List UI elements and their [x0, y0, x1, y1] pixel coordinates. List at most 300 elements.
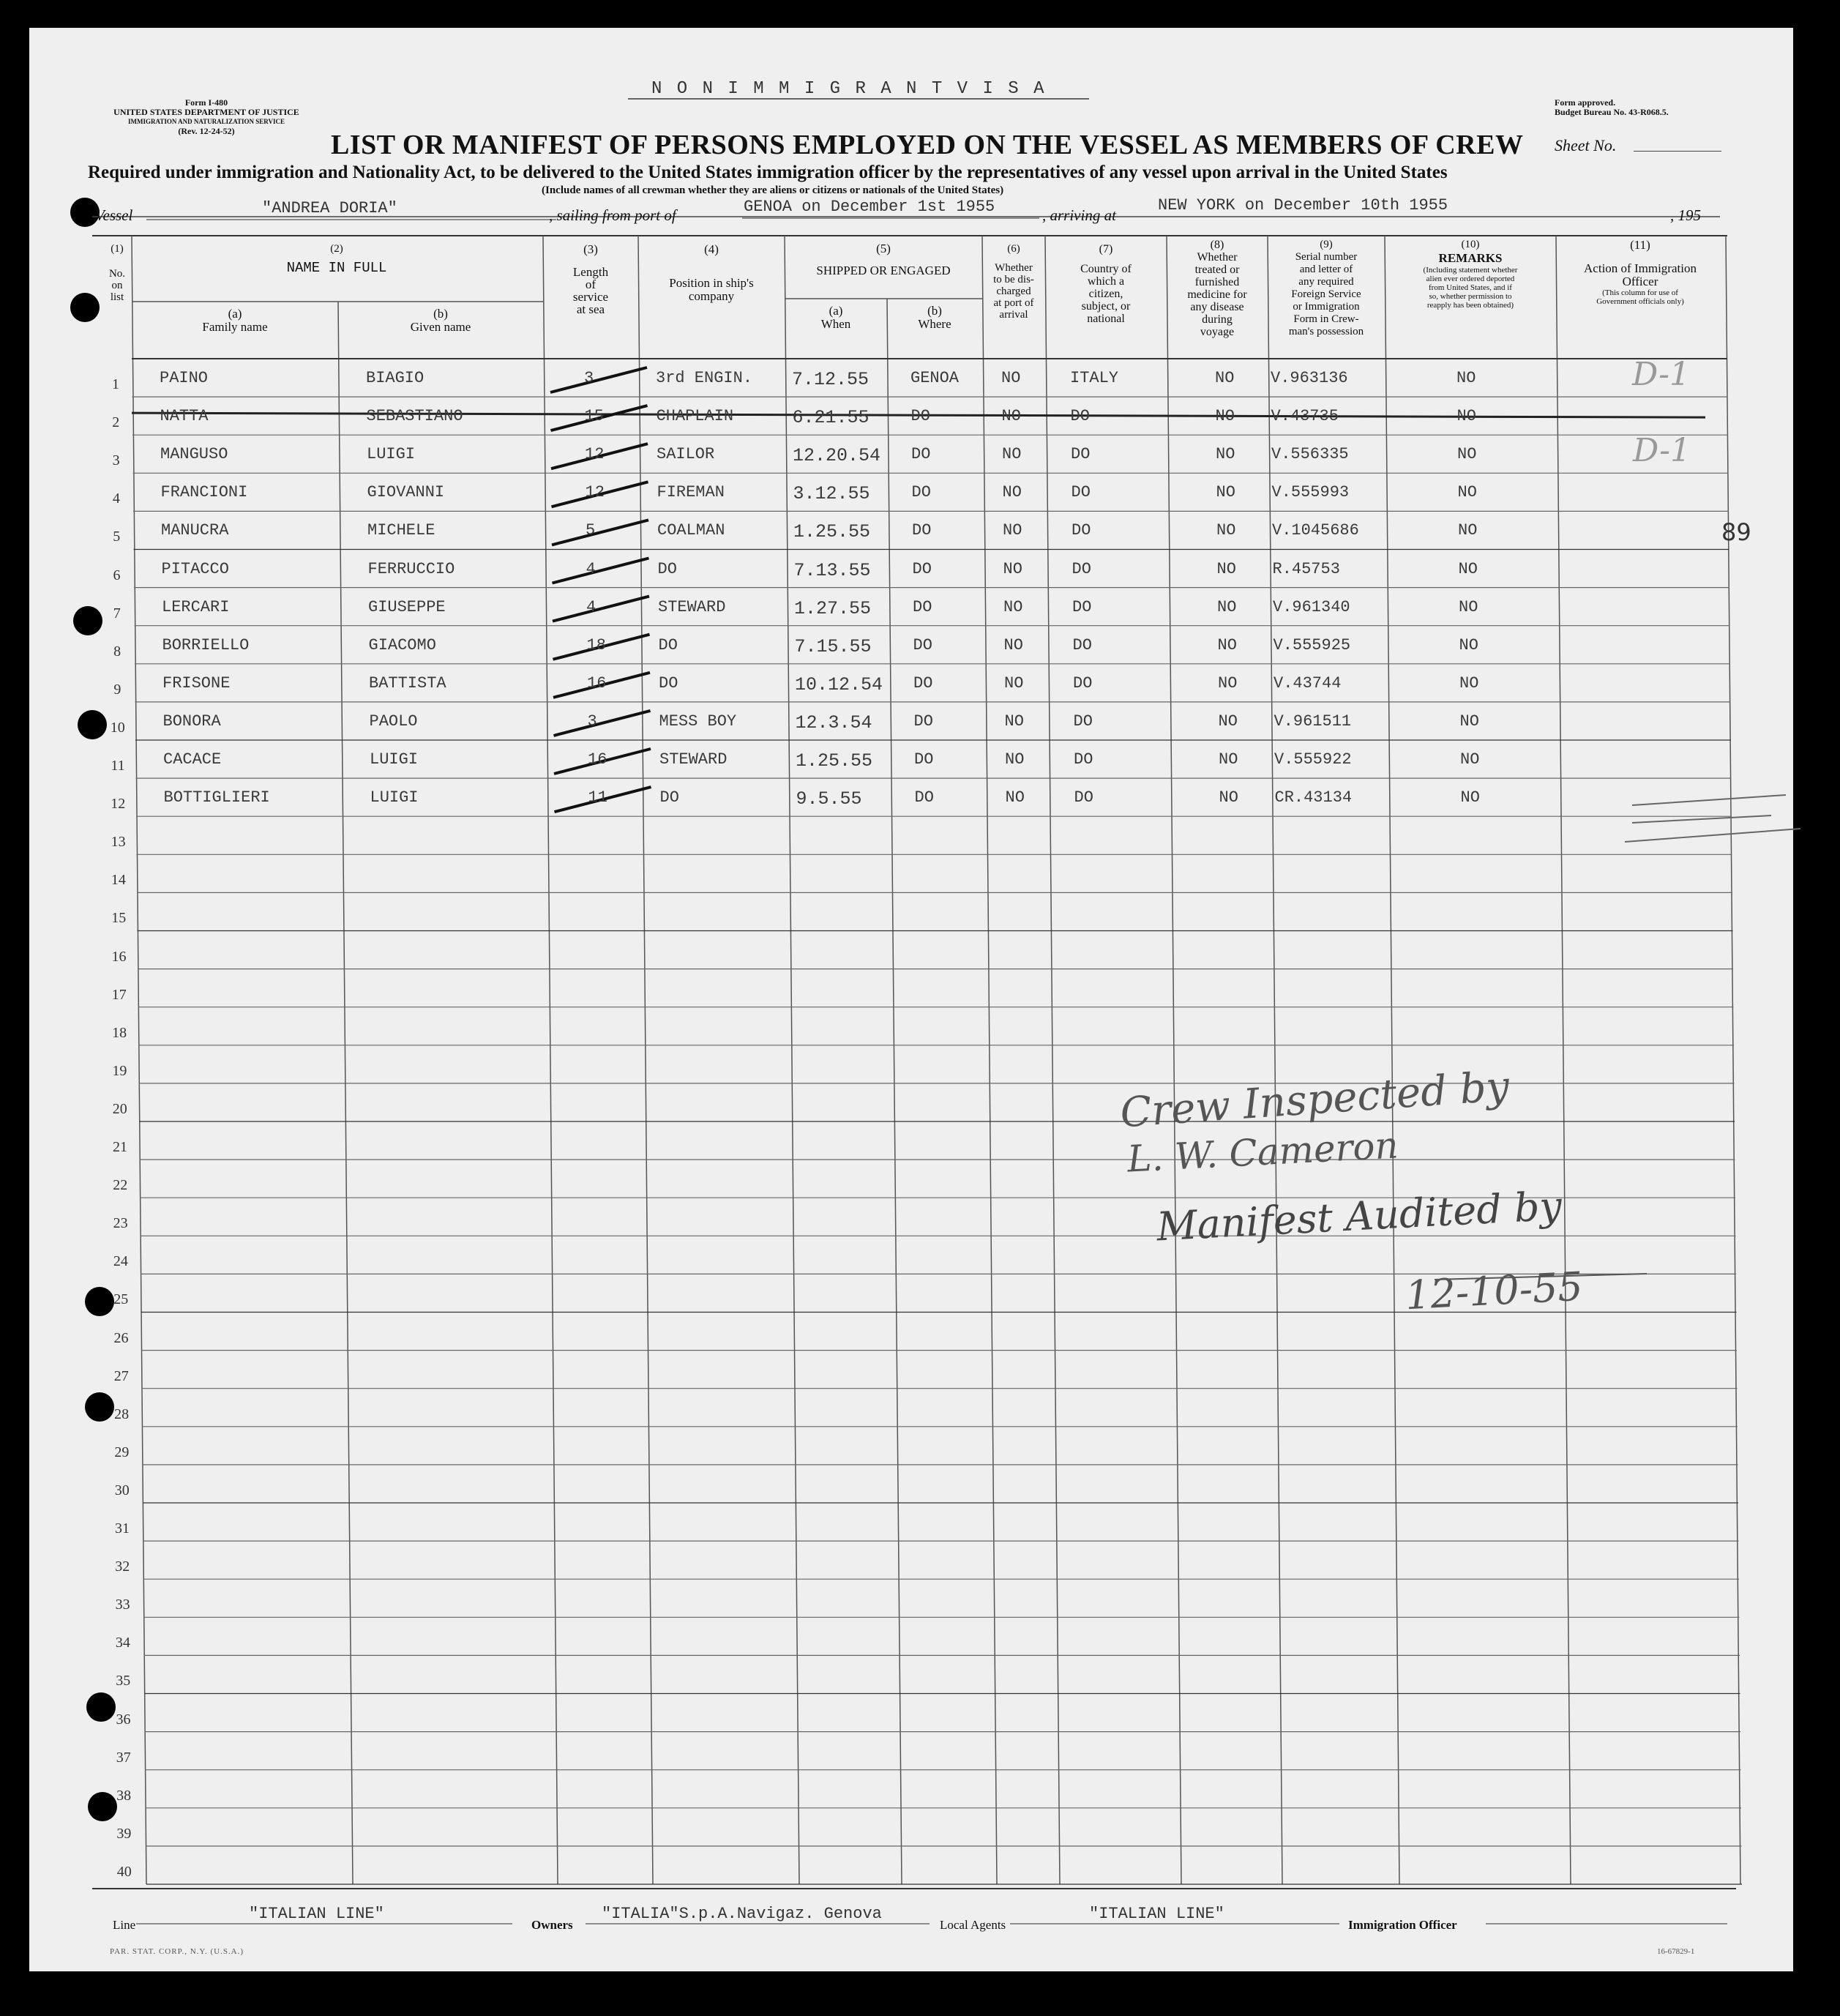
- given-name-cell: LUIGI: [370, 788, 419, 807]
- row-number: 38: [116, 1787, 132, 1804]
- col-5b-title: Where: [918, 317, 951, 331]
- col-11-line: Officer: [1622, 275, 1658, 288]
- serial-number-cell: V.555993: [1271, 483, 1350, 502]
- col-9-number: (9): [1320, 239, 1333, 250]
- position-cell: DO: [658, 635, 678, 654]
- family-name-cell: BONORA: [162, 712, 221, 731]
- service-slash-mark: [550, 367, 647, 392]
- col-5b-letter: (b): [927, 304, 942, 318]
- shipped-when-cell: 1.25.55: [793, 521, 871, 543]
- col-8-header: [1167, 239, 1268, 338]
- remarks-cell: NO: [1459, 712, 1479, 731]
- officer-action-cell: D-1: [1633, 432, 1691, 470]
- row-number: 37: [116, 1749, 131, 1766]
- remarks-cell: NO: [1460, 750, 1480, 769]
- col-3-number: (3): [583, 242, 598, 256]
- discharged-cell: NO: [1004, 712, 1024, 731]
- treated-cell: NO: [1218, 673, 1238, 692]
- row-number: 39: [116, 1825, 132, 1842]
- treated-cell: NO: [1217, 597, 1237, 616]
- row-number: 23: [113, 1215, 128, 1232]
- page-subtitle: Required under immigration and Nationality Act, to be delivered to the United States immigration officer by the representatives of any vessel upon arrival in the United States: [88, 163, 1448, 182]
- service-slash-mark: [554, 711, 651, 736]
- position-cell: CHAPLAIN: [656, 407, 734, 426]
- col-6-header: [982, 243, 1045, 321]
- family-name-cell: MANGUSO: [160, 445, 228, 464]
- revision-date: (Rev. 12-24-52): [178, 126, 235, 136]
- col-9-header: [1268, 239, 1385, 338]
- margin-note: 89: [1721, 518, 1751, 546]
- vessel-label: Vessel: [95, 206, 133, 224]
- shipped-where-cell: DO: [913, 712, 933, 731]
- col-6-line: at port of: [993, 297, 1034, 309]
- position-cell: COALMAN: [657, 521, 725, 540]
- row-number: 16: [111, 948, 127, 965]
- column-line: [543, 236, 558, 1884]
- row-number: 1: [112, 376, 119, 392]
- discharged-cell: NO: [1002, 483, 1022, 502]
- position-cell: DO: [659, 788, 679, 807]
- country-cell: DO: [1070, 407, 1090, 426]
- year-label: , 195: [1670, 206, 1701, 224]
- form-number: Form I-480: [184, 97, 228, 108]
- col-8-line: furnished: [1194, 276, 1240, 288]
- remarks-cell: NO: [1457, 483, 1477, 502]
- col-8-line: during: [1202, 313, 1233, 326]
- col-10-line: reapply has been obtained): [1426, 301, 1514, 310]
- remarks-cell: NO: [1459, 673, 1479, 692]
- remarks-cell: NO: [1459, 597, 1478, 616]
- service-slash-mark: [552, 520, 648, 545]
- shipped-when-cell: 10.12.54: [795, 673, 883, 695]
- col-8-line: Whether: [1197, 251, 1238, 264]
- row-number: 18: [112, 1024, 127, 1041]
- include-note: (Include names of all crewman whether they are aliens or citizens or nationals of the United States): [542, 184, 1004, 196]
- service-length-cell: 12: [585, 483, 605, 502]
- col-5a-header: [785, 305, 887, 331]
- approval-block: [1555, 98, 1669, 117]
- col-5a-title: When: [820, 317, 851, 331]
- row-number: 2: [112, 414, 120, 431]
- country-cell: DO: [1074, 750, 1093, 769]
- shipped-where-cell: DO: [911, 483, 931, 502]
- sheet-no-line: [1634, 151, 1721, 152]
- remarks-cell: NO: [1456, 369, 1476, 387]
- row-number: 33: [115, 1597, 130, 1613]
- col-5-title: SHIPPED OR ENGAGED: [816, 264, 951, 277]
- col-7-line: national: [1087, 313, 1125, 325]
- treated-cell: NO: [1218, 712, 1238, 731]
- row-number: 25: [113, 1291, 129, 1308]
- column-line: [338, 302, 353, 1884]
- handwritten-inspector-name: L. W. Cameron: [1126, 1124, 1399, 1181]
- row-number: 12: [111, 796, 126, 813]
- row-number: 29: [114, 1444, 130, 1460]
- page-title: LIST OR MANIFEST OF PERSONS EMPLOYED ON THE VESSEL AS MEMBERS OF CREW: [331, 130, 1524, 160]
- col-7-number: (7): [1099, 243, 1113, 255]
- row-number: 3: [112, 452, 120, 469]
- service-name: IMMIGRATION AND NATURALIZATION SERVICE: [128, 118, 285, 125]
- family-name-cell: FRISONE: [162, 673, 231, 692]
- col-8-line: voyage: [1200, 326, 1235, 338]
- row-number: 5: [113, 529, 121, 545]
- row-number: 7: [113, 605, 121, 621]
- remarks-cell: NO: [1458, 559, 1478, 578]
- position-cell: STEWARD: [659, 750, 728, 769]
- country-cell: DO: [1072, 635, 1092, 654]
- shipped-when-cell: 3.12.55: [793, 483, 870, 505]
- officer-action-cell: D-1: [1632, 356, 1690, 393]
- country-cell: DO: [1073, 673, 1093, 692]
- col-9-line: any required: [1298, 276, 1354, 288]
- handwritten-crew-inspected: Crew Inspected by: [1118, 1062, 1511, 1138]
- discharged-cell: NO: [1004, 673, 1024, 692]
- given-name-cell: BATTISTA: [369, 673, 446, 692]
- column-line: [1726, 236, 1740, 1884]
- country-cell: DO: [1071, 483, 1091, 502]
- owners-value: "ITALIA"S.p.A.Navigaz. Genova: [602, 1905, 882, 1923]
- given-name-cell: MICHELE: [367, 521, 435, 540]
- position-cell: SAILOR: [657, 445, 715, 464]
- family-name-cell: NATTA: [160, 407, 209, 426]
- col-1-line: No.: [108, 268, 126, 280]
- shipped-when-cell: 1.27.55: [794, 597, 872, 619]
- serial-number-cell: V.43735: [1271, 407, 1339, 426]
- country-cell: DO: [1074, 788, 1093, 807]
- given-name-cell: BIAGIO: [366, 369, 425, 387]
- col-1-line: list: [110, 291, 124, 303]
- form-code: 16-67829-1: [1657, 1947, 1695, 1956]
- row-number: 21: [113, 1139, 127, 1155]
- col-8-line: medicine for: [1187, 288, 1247, 301]
- country-cell: DO: [1072, 521, 1091, 540]
- col-4-line: company: [688, 289, 735, 303]
- agents-value: "ITALIAN LINE": [1089, 1905, 1224, 1923]
- shipped-where-cell: GENOA: [910, 369, 960, 387]
- treated-cell: NO: [1217, 635, 1237, 654]
- service-length-cell: 16: [588, 750, 607, 769]
- col-2b-letter: (b): [433, 307, 448, 321]
- col-7-line: Country of: [1080, 263, 1132, 275]
- col-7-line: which a: [1087, 275, 1125, 288]
- serial-number-cell: V.961511: [1274, 712, 1352, 731]
- row-number: 6: [113, 567, 121, 583]
- visa-stamp: N O N I M M I G R A N T V I S A: [651, 79, 1047, 99]
- serial-number-cell: V.963136: [1271, 369, 1348, 387]
- col-10-line: (Including statement whether: [1423, 266, 1518, 275]
- service-length-cell: 16: [587, 673, 607, 692]
- pencil-mark: [1625, 829, 1800, 842]
- shipped-when-cell: 7.15.55: [794, 635, 872, 657]
- family-name-cell: BOTTIGLIERI: [163, 788, 270, 807]
- col-1-header: [102, 243, 132, 303]
- col-4-number: (4): [704, 242, 719, 256]
- col-9-line: man's possession: [1288, 326, 1364, 337]
- shipped-where-cell: DO: [913, 597, 932, 616]
- stamp-underline: [628, 98, 1089, 100]
- col-5-number: (5): [876, 242, 891, 255]
- col-10-title: REMARKS: [1438, 251, 1503, 265]
- country-cell: DO: [1073, 712, 1093, 731]
- shipped-when-cell: 12.3.54: [795, 712, 872, 733]
- row-number: 4: [112, 490, 120, 507]
- given-name-cell: LUIGI: [370, 750, 419, 769]
- discharged-cell: NO: [1001, 369, 1021, 387]
- col-9-line: or Immigration: [1293, 301, 1360, 313]
- shipped-where-cell: DO: [914, 750, 934, 769]
- row-number: 35: [116, 1673, 131, 1690]
- position-cell: 3rd ENGIN.: [656, 369, 753, 387]
- treated-cell: NO: [1219, 788, 1238, 807]
- department-name: UNITED STATES DEPARTMENT OF JUSTICE: [113, 107, 299, 117]
- row-number: 22: [113, 1177, 128, 1194]
- col-10-header: [1385, 239, 1556, 310]
- row-number: 11: [111, 758, 125, 774]
- col-8-line: any disease: [1190, 301, 1244, 313]
- treated-cell: NO: [1216, 559, 1236, 578]
- given-name-cell: FERRUCCIO: [367, 559, 455, 578]
- serial-number-cell: V.556335: [1271, 445, 1349, 464]
- given-name-cell: GIOVANNI: [367, 483, 445, 502]
- treated-cell: NO: [1215, 407, 1235, 426]
- country-cell: DO: [1072, 559, 1091, 578]
- position-cell: DO: [659, 673, 678, 692]
- discharged-cell: NO: [1003, 521, 1022, 540]
- service-slash-mark: [553, 597, 649, 621]
- serial-number-cell: V.555925: [1273, 635, 1351, 654]
- service-slash-mark: [553, 559, 649, 583]
- col-6-line: arrival: [999, 309, 1028, 321]
- shipped-when-cell: 6.21.55: [792, 407, 869, 429]
- row-number: 40: [116, 1863, 132, 1880]
- sheet-no-label: Sheet No.: [1555, 136, 1617, 154]
- discharged-cell: NO: [1001, 407, 1021, 426]
- col-7-header: [1045, 243, 1167, 325]
- discharged-cell: NO: [1005, 750, 1025, 769]
- family-name-cell: PITACCO: [161, 559, 229, 578]
- service-length-cell: 11: [588, 788, 607, 807]
- treated-cell: NO: [1215, 369, 1235, 387]
- service-length-cell: 4: [586, 597, 596, 616]
- service-length-cell: 15: [584, 407, 604, 426]
- col-5a-letter: (a): [829, 304, 843, 318]
- col-7-line: subject, or: [1081, 300, 1131, 313]
- remarks-cell: NO: [1460, 788, 1480, 807]
- row-number: 20: [112, 1100, 127, 1117]
- budget-bureau-number: Budget Bureau No. 43-R068.5.: [1555, 107, 1669, 117]
- discharged-cell: NO: [1003, 635, 1023, 654]
- col-5b-header: [887, 305, 982, 331]
- col-6-line: charged: [996, 285, 1031, 297]
- serial-number-cell: V.43744: [1274, 673, 1342, 692]
- col-3-line: at sea: [576, 302, 605, 316]
- form-approved: Form approved.: [1555, 97, 1616, 108]
- shipped-where-cell: DO: [912, 559, 932, 578]
- row-number: 15: [111, 910, 127, 927]
- service-length-cell: 3: [587, 712, 597, 731]
- col-11-number: (11): [1630, 238, 1650, 252]
- position-cell: DO: [657, 559, 677, 578]
- treated-cell: NO: [1219, 750, 1238, 769]
- row-number: 14: [111, 872, 126, 889]
- row-number: 24: [113, 1253, 128, 1270]
- treated-cell: NO: [1216, 521, 1236, 540]
- row-number: 28: [114, 1405, 130, 1422]
- remarks-cell: NO: [1458, 521, 1478, 540]
- col-6-line: to be dis-: [993, 274, 1034, 285]
- serial-number-cell: V.1045686: [1272, 521, 1359, 540]
- col-4-header: [638, 243, 785, 303]
- handwritten-manifest-audited: Manifest Audited by: [1155, 1182, 1563, 1250]
- arriving-at: NEW YORK on December 10th 1955: [1158, 196, 1448, 214]
- row-number: 9: [113, 681, 121, 698]
- family-name-cell: BORRIELLO: [162, 635, 250, 654]
- row-number: 34: [115, 1635, 130, 1651]
- shipped-when-cell: 9.5.55: [796, 788, 862, 810]
- shipped-when-cell: 12.20.54: [793, 445, 881, 467]
- col-1-line: on: [111, 280, 123, 291]
- discharged-cell: NO: [1003, 559, 1022, 578]
- form-id-block: [89, 98, 324, 136]
- printer-credit: PAR. STAT. CORP., N.Y. (U.S.A.): [110, 1947, 244, 1956]
- col-3-header: [543, 243, 638, 316]
- col-1-number: (1): [111, 243, 124, 255]
- column-line: [1167, 236, 1181, 1884]
- col-7-line: citizen,: [1088, 288, 1123, 300]
- col-2b-title: Given name: [410, 320, 471, 334]
- remarks-cell: NO: [1459, 635, 1478, 654]
- shipped-where-cell: DO: [913, 673, 933, 692]
- shipped-when-cell: 1.25.55: [796, 750, 873, 772]
- col-3-line: of: [585, 277, 596, 291]
- family-name-cell: LERCARI: [162, 597, 230, 616]
- col-9-line: Foreign Service: [1291, 288, 1361, 300]
- row-number: 31: [115, 1520, 130, 1537]
- serial-number-cell: CR.43134: [1274, 788, 1353, 807]
- pencil-mark: [1632, 795, 1786, 805]
- officer-label: Immigration Officer: [1348, 1918, 1457, 1932]
- col-10-line: so, whether permission to: [1429, 292, 1512, 301]
- remarks-cell: NO: [1456, 407, 1476, 426]
- service-length-cell: 3: [584, 369, 594, 387]
- col-2-header: [132, 243, 542, 274]
- discharged-cell: NO: [1005, 788, 1025, 807]
- shipped-where-cell: DO: [914, 788, 934, 807]
- treated-cell: NO: [1216, 445, 1235, 464]
- position-cell: STEWARD: [658, 597, 726, 616]
- column-line: [887, 299, 902, 1884]
- col-11-note: (This column for use of: [1602, 288, 1678, 297]
- given-name-cell: PAOLO: [369, 712, 418, 731]
- vessel-name: "ANDREA DORIA": [262, 199, 397, 217]
- col-10-line: from United States, and if: [1429, 283, 1512, 292]
- line-label: Line: [113, 1918, 136, 1932]
- row-number: 32: [115, 1558, 130, 1575]
- row-number: 17: [111, 986, 127, 1003]
- col-2-title: NAME IN FULL: [286, 260, 387, 276]
- col-2a-title: Family name: [202, 320, 268, 334]
- shipped-where-cell: DO: [913, 635, 932, 654]
- arriving-label: , arriving at: [1042, 206, 1116, 224]
- col-11-header: [1556, 239, 1724, 306]
- shipped-when-cell: 7.12.55: [792, 369, 869, 390]
- col-2a-header: [132, 307, 338, 334]
- country-cell: ITALY: [1070, 369, 1119, 387]
- col-6-line: Whether: [995, 262, 1033, 274]
- country-cell: DO: [1072, 597, 1092, 616]
- col-5-header: [785, 243, 982, 277]
- given-name-cell: SEBASTIANO: [366, 407, 463, 426]
- row-number: 8: [113, 643, 121, 660]
- row-number: 27: [113, 1367, 129, 1384]
- agents-label: Local Agents: [940, 1918, 1006, 1932]
- col-11-note: Government officials only): [1596, 297, 1684, 306]
- row-number: 19: [112, 1062, 127, 1079]
- service-length-cell: 4: [586, 559, 596, 578]
- col-6-number: (6): [1007, 243, 1020, 255]
- column-line: [1556, 236, 1571, 1884]
- col-2a-letter: (a): [228, 307, 242, 321]
- shipped-when-cell: 7.13.55: [793, 559, 871, 581]
- column-line: [982, 236, 997, 1884]
- col-3-line: service: [572, 290, 609, 304]
- owners-label: Owners: [531, 1918, 573, 1932]
- col-2-number: (2): [330, 243, 343, 255]
- family-name-cell: PAINO: [160, 369, 209, 387]
- treated-cell: NO: [1216, 483, 1235, 502]
- discharged-cell: NO: [1002, 445, 1022, 464]
- family-name-cell: FRANCIONI: [160, 483, 248, 502]
- shipped-where-cell: DO: [912, 521, 932, 540]
- row-number: 13: [111, 834, 126, 851]
- col-10-line: alien ever ordered deported: [1426, 275, 1515, 283]
- sailing-from: GENOA on December 1st 1955: [744, 198, 995, 216]
- row-number: 26: [113, 1329, 129, 1346]
- col-4-line: Position in ship's: [669, 276, 754, 290]
- position-cell: MESS BOY: [659, 712, 737, 731]
- position-cell: FIREMAN: [657, 483, 725, 502]
- remarks-cell: NO: [1457, 445, 1477, 464]
- col-11-line: Action of Immigration: [1584, 261, 1697, 275]
- service-length-cell: 5: [586, 521, 596, 540]
- col-9-line: Serial number: [1295, 251, 1358, 263]
- shipped-where-cell: DO: [910, 407, 930, 426]
- given-name-cell: GIUSEPPE: [368, 597, 446, 616]
- col-3-line: Length: [572, 265, 609, 279]
- family-name-cell: CACACE: [163, 750, 222, 769]
- col-8-line: treated or: [1194, 264, 1240, 276]
- given-name-cell: GIACOMO: [368, 635, 436, 654]
- col-9-line: and letter of: [1299, 264, 1353, 275]
- row-number: 10: [110, 719, 125, 736]
- line-value: "ITALIAN LINE": [249, 1905, 384, 1923]
- country-cell: DO: [1071, 445, 1091, 464]
- given-name-cell: LUIGI: [367, 445, 416, 464]
- family-name-cell: MANUCRA: [161, 521, 229, 540]
- col-10-number: (10): [1461, 239, 1480, 250]
- service-length-cell: 12: [585, 445, 605, 464]
- col-2b-header: [338, 307, 543, 334]
- handwritten-date: 12-10-55: [1404, 1263, 1585, 1319]
- serial-number-cell: V.555922: [1274, 750, 1352, 769]
- serial-number-cell: V.961340: [1273, 597, 1350, 616]
- col-8-number: (8): [1210, 239, 1224, 251]
- column-line: [1045, 236, 1060, 1884]
- column-line: [1385, 236, 1399, 1884]
- serial-number-cell: R.45753: [1272, 559, 1340, 578]
- service-length-cell: 18: [586, 635, 606, 654]
- row-number: 30: [114, 1482, 130, 1498]
